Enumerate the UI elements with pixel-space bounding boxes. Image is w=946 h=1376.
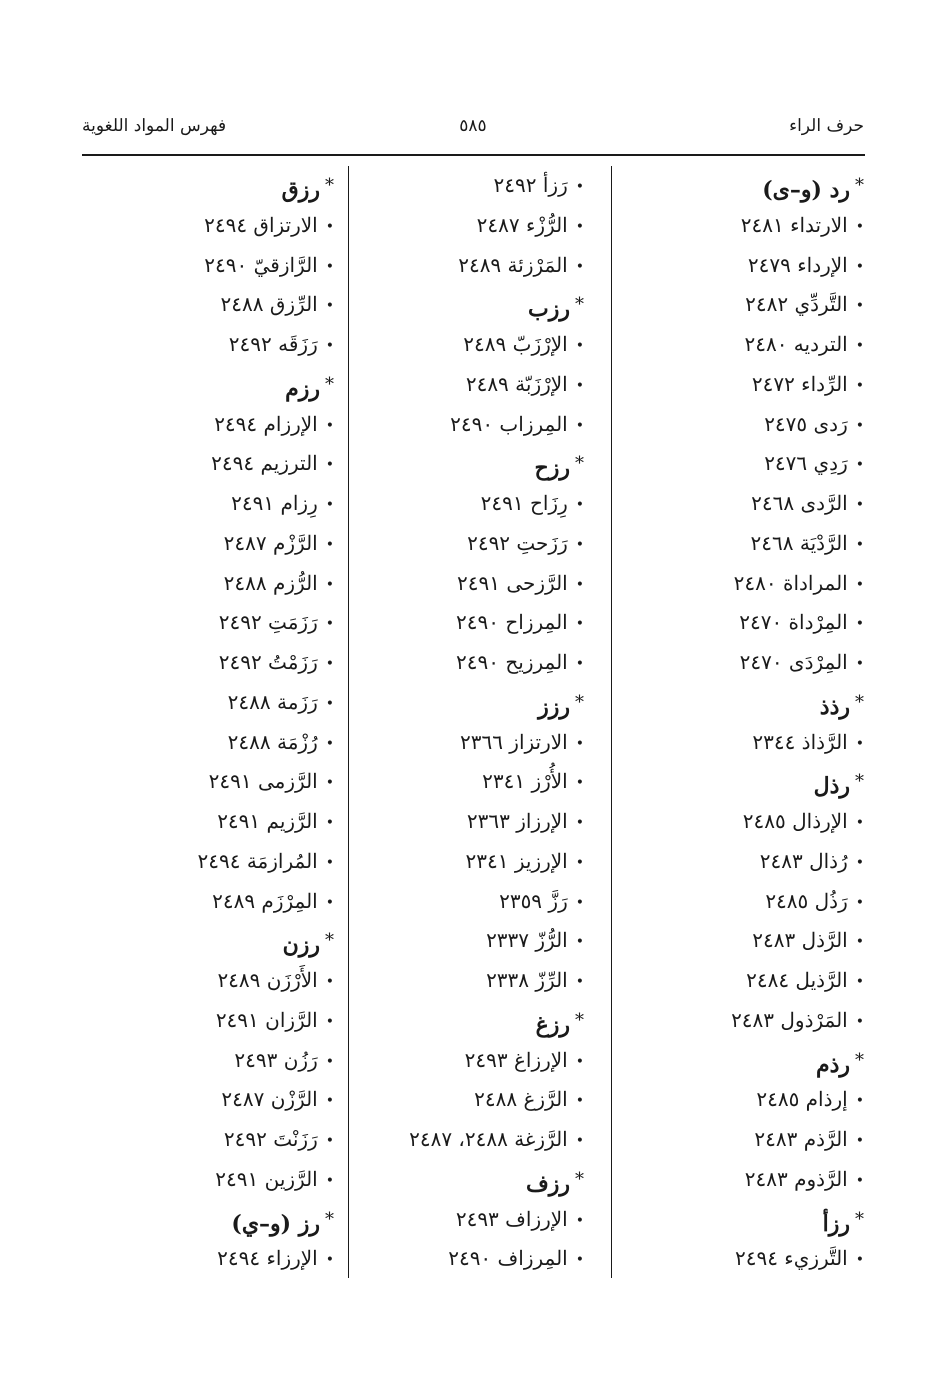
- index-column-right: [604, 166, 864, 1279]
- bullet-marker: •: [575, 735, 584, 752]
- header-rule: [82, 154, 865, 156]
- root-heading: [604, 1200, 864, 1240]
- root-text: رزق: [281, 177, 320, 203]
- bullet-marker: •: [855, 815, 864, 831]
- bullet-marker: •: [855, 338, 864, 354]
- index-entry: [604, 842, 864, 882]
- bullet-marker: •: [575, 616, 584, 633]
- entry-text: الرَّذوم ٢٤٨٣: [744, 1166, 848, 1191]
- bullet-marker: •: [575, 656, 584, 672]
- root-text: رز (و–ي): [231, 1210, 320, 1237]
- root-text: رزغ: [535, 1011, 570, 1038]
- entry-text: رُذال ٢٤٨٣: [759, 848, 848, 873]
- entry-text: الإرزاف ٢٤٩٣: [455, 1206, 568, 1231]
- index-entry: [604, 802, 864, 842]
- bullet-marker: •: [855, 1172, 864, 1189]
- bullet-marker: •: [325, 854, 334, 871]
- bullet-marker: •: [855, 974, 864, 990]
- root-text: رذذ: [819, 693, 850, 720]
- bullet-marker: •: [325, 576, 334, 593]
- entry-text: الرَّازقيّ ٢٤٩٠: [204, 252, 318, 277]
- bullet-marker: •: [855, 457, 864, 474]
- index-entry: [64, 643, 334, 683]
- root-heading: [64, 166, 334, 206]
- root-heading: [604, 1041, 864, 1081]
- index-entry: [64, 246, 334, 286]
- root-text: رذل: [813, 773, 850, 800]
- entry-text: الارتزاق ٢٤٩٤: [204, 212, 318, 237]
- asterisk-marker: *: [325, 373, 334, 395]
- index-entry: [64, 1160, 334, 1200]
- bullet-marker: •: [325, 1053, 334, 1070]
- index-entry: [64, 802, 334, 842]
- asterisk-marker: *: [575, 294, 584, 316]
- entry-text: رَزَقَه ٢٤٩٢: [228, 332, 318, 356]
- root-text: رد (و–ى): [762, 177, 850, 203]
- index-entry: [64, 683, 334, 723]
- index-entry: [324, 484, 584, 524]
- root-heading: [324, 285, 584, 325]
- bullet-marker: •: [855, 1252, 864, 1269]
- entry-text: الأُرْز ٢٣٤١: [482, 769, 568, 794]
- entry-text: التَّرزيء ٢٤٩٤: [734, 1246, 848, 1271]
- index-entry: [64, 564, 334, 604]
- index-entry: [64, 1041, 334, 1081]
- entry-text: المِرْداة ٢٤٧٠: [739, 610, 848, 635]
- bullet-marker: •: [575, 258, 584, 275]
- entry-text: الإرزاغ ٢٤٩٣: [464, 1047, 568, 1072]
- root-text: رزن: [282, 932, 320, 959]
- root-text: رزز: [538, 693, 570, 720]
- bullet-marker: •: [855, 377, 864, 394]
- root-text: رزم: [285, 375, 320, 402]
- entry-text: الرَّزين ٢٤٩١: [215, 1166, 318, 1191]
- bullet-marker: •: [855, 218, 864, 235]
- entry-text: الرَّذيل ٢٤٨٤: [746, 968, 848, 992]
- index-entry: [604, 1001, 864, 1041]
- bullet-marker: •: [325, 417, 334, 434]
- bullet-marker: •: [575, 377, 584, 394]
- entry-text: الرِّزّ ٢٣٣٨: [486, 968, 568, 992]
- bullet-marker: •: [575, 1252, 584, 1269]
- index-entry: [604, 961, 864, 1001]
- index-entry: [604, 1080, 864, 1120]
- root-text: رزب: [528, 296, 570, 323]
- entry-text: الرَّزيم ٢٤٩١: [217, 809, 318, 833]
- bullet-marker: •: [575, 934, 584, 951]
- entry-text: التَّردِّي ٢٤٨٢: [745, 292, 848, 317]
- entry-text: رَدى ٢٤٧٥: [764, 411, 848, 436]
- bullet-marker: •: [855, 1013, 864, 1030]
- bullet-marker: •: [575, 815, 584, 831]
- bullet-marker: •: [575, 536, 584, 553]
- entry-text: رَزَمْتُ ٢٤٩٢: [218, 650, 318, 674]
- index-entry: [324, 723, 584, 763]
- index-entry: [604, 524, 864, 564]
- bullet-marker: •: [575, 1093, 584, 1110]
- entry-text: الإرزام ٢٤٩٤: [214, 411, 318, 436]
- index-entry: [604, 444, 864, 484]
- entry-text: رَزَحتِ ٢٤٩٢: [467, 530, 568, 555]
- bullet-marker: •: [325, 735, 334, 752]
- bullet-marker: •: [575, 974, 584, 990]
- index-entry: [324, 603, 584, 643]
- asterisk-marker: *: [575, 453, 584, 475]
- entry-text: رِزَاح ٢٤٩١: [480, 491, 568, 515]
- bullet-marker: •: [575, 417, 584, 434]
- index-entry: [604, 246, 864, 286]
- entry-text: الرِّداء ٢٤٧٢: [751, 371, 848, 396]
- entry-text: رُزْمَة ٢٤٨٨: [227, 729, 318, 754]
- root-heading: [604, 166, 864, 206]
- root-heading: [604, 683, 864, 723]
- bullet-marker: •: [855, 934, 864, 951]
- entry-text: الإرْزَبّة ٢٤٨٩: [465, 371, 568, 396]
- index-entry: [324, 365, 584, 405]
- index-entry: [64, 206, 334, 246]
- bullet-marker: •: [325, 1093, 334, 1110]
- bullet-marker: •: [855, 1133, 864, 1149]
- root-heading: [64, 1200, 334, 1240]
- index-entry: [604, 1160, 864, 1200]
- index-entry: [324, 921, 584, 961]
- entry-text: رَزَمَتِ ٢٤٩٢: [218, 610, 318, 635]
- index-entry: [64, 603, 334, 643]
- bullet-marker: •: [855, 656, 864, 672]
- index-entry: [324, 882, 584, 922]
- root-text: رزأ: [822, 1210, 850, 1237]
- bullet-marker: •: [325, 616, 334, 633]
- asterisk-marker: *: [855, 1049, 864, 1071]
- index-entry: [324, 1120, 584, 1160]
- entry-text: الإرذال ٢٤٨٥: [742, 809, 848, 833]
- entry-text: المُرازمَة ٢٤٩٤: [197, 848, 318, 873]
- index-entry: [604, 882, 864, 922]
- index-entry: [324, 1200, 584, 1240]
- index-entry: [604, 603, 864, 643]
- index-entry: [604, 484, 864, 524]
- entry-text: الارتداء ٢٤٨١: [740, 212, 848, 237]
- asterisk-marker: *: [855, 771, 864, 793]
- index-entry: [604, 1239, 864, 1279]
- index-entry: [324, 842, 584, 882]
- entry-text: رِزام ٢٤٩١: [231, 491, 318, 515]
- bullet-marker: •: [325, 298, 334, 315]
- index-entry: [64, 484, 334, 524]
- index-entry: [604, 564, 864, 604]
- bullet-marker: •: [325, 497, 334, 513]
- entry-text: المِرزيح ٢٤٩٠: [456, 650, 568, 674]
- bullet-marker: •: [855, 258, 864, 275]
- entry-text: المِرزاف ٢٤٩٠: [448, 1246, 568, 1271]
- index-entry: [604, 285, 864, 325]
- bullet-marker: •: [325, 218, 334, 235]
- root-text: رزح: [534, 455, 570, 482]
- index-entry: [324, 643, 584, 683]
- index-entry: [64, 1239, 334, 1279]
- bullet-marker: •: [575, 179, 584, 195]
- bullet-marker: •: [855, 576, 864, 593]
- asterisk-marker: *: [575, 1168, 584, 1190]
- index-column-middle: [324, 166, 584, 1279]
- asterisk-marker: *: [855, 1208, 864, 1230]
- entry-text: الرَّذل ٢٤٨٣: [752, 928, 848, 953]
- root-heading: [64, 921, 334, 961]
- index-entry: [604, 1120, 864, 1160]
- bullet-marker: •: [325, 1013, 334, 1030]
- asterisk-marker: *: [325, 1208, 334, 1230]
- entry-text: رَدِي ٢٤٧٦: [764, 451, 848, 476]
- bullet-marker: •: [325, 258, 334, 275]
- entry-text: المِرزاب ٢٤٩٠: [450, 411, 568, 436]
- bullet-marker: •: [325, 815, 334, 831]
- bullet-marker: •: [855, 298, 864, 315]
- index-entry: [64, 524, 334, 564]
- index-entry: [64, 1120, 334, 1160]
- index-entry: [324, 524, 584, 564]
- bullet-marker: •: [325, 695, 334, 712]
- entry-text: المِرْزَم ٢٤٨٩: [212, 888, 318, 913]
- bullet-marker: •: [855, 417, 864, 434]
- entry-text: رَزَمة ٢٤٨٨: [227, 689, 318, 714]
- chapter-title: حرف الراء: [789, 116, 864, 136]
- root-heading: [324, 1001, 584, 1041]
- bullet-marker: •: [325, 457, 334, 474]
- entry-text: الإرزاز ٢٣٦٣: [466, 809, 568, 833]
- index-entry: [604, 723, 864, 763]
- bullet-marker: •: [855, 497, 864, 513]
- entry-text: الرُّزْء ٢٤٨٧: [476, 212, 568, 237]
- entry-text: الرَّزحى ٢٤٩١: [457, 570, 568, 595]
- root-text: رزف: [525, 1170, 570, 1197]
- bullet-marker: •: [575, 1212, 584, 1229]
- index-entry: [324, 206, 584, 246]
- bullet-marker: •: [575, 894, 584, 911]
- entry-text: الرَّزمى ٢٤٩١: [208, 769, 318, 794]
- index-entry: [64, 1080, 334, 1120]
- bullet-marker: •: [325, 894, 334, 911]
- entry-text: الإرداء ٢٤٧٩: [747, 252, 848, 277]
- index-entry: [604, 206, 864, 246]
- entry-text: الرَّذاذ ٢٣٤٤: [752, 729, 848, 754]
- asterisk-marker: *: [855, 175, 864, 196]
- root-heading: [324, 683, 584, 723]
- index-entry: [64, 285, 334, 325]
- index-entry: [64, 961, 334, 1001]
- bullet-marker: •: [855, 536, 864, 553]
- entry-text: الرَّزْم ٢٤٨٧: [223, 530, 318, 555]
- entry-text: الأَرْزَن ٢٤٨٩: [217, 968, 318, 992]
- entry-text: الإرزيز ٢٣٤١: [465, 848, 568, 873]
- index-entry: [604, 921, 864, 961]
- index-entry: [604, 405, 864, 445]
- bullet-marker: •: [575, 576, 584, 593]
- index-entry: [324, 1080, 584, 1120]
- bullet-marker: •: [325, 1252, 334, 1269]
- entry-text: المِرْدَى ٢٤٧٠: [739, 650, 848, 674]
- entry-text: المراداة ٢٤٨٠: [733, 570, 848, 595]
- bullet-marker: •: [575, 497, 584, 513]
- asterisk-marker: *: [855, 691, 864, 713]
- bullet-marker: •: [855, 1093, 864, 1110]
- bullet-marker: •: [575, 1133, 584, 1149]
- asterisk-marker: *: [575, 1009, 584, 1031]
- bullet-marker: •: [575, 1053, 584, 1070]
- index-entry: [64, 1001, 334, 1041]
- entry-text: الرُّزم ٢٤٨٨: [223, 570, 318, 595]
- entry-text: الرَّدْيَة ٢٤٦٨: [750, 530, 848, 555]
- entry-text: الرَّزغة ٢٤٨٨، ٢٤٨٧: [409, 1127, 568, 1151]
- bullet-marker: •: [325, 338, 334, 354]
- entry-text: المَرْزئة ٢٤٨٩: [458, 252, 568, 277]
- index-entry: [324, 961, 584, 1001]
- asterisk-marker: *: [325, 175, 334, 196]
- running-header: [82, 108, 864, 156]
- entry-text: الرُّزّ ٢٣٣٧: [486, 928, 568, 953]
- bullet-marker: •: [325, 974, 334, 990]
- bullet-marker: •: [855, 854, 864, 871]
- entry-text: رَزُن ٢٤٩٣: [234, 1047, 318, 1072]
- bullet-marker: •: [325, 536, 334, 553]
- index-entry: [604, 643, 864, 683]
- index-entry: [324, 325, 584, 365]
- bullet-marker: •: [575, 218, 584, 235]
- index-entry: [64, 762, 334, 802]
- root-heading: [324, 444, 584, 484]
- entry-text: الإرزاء ٢٤٩٤: [217, 1246, 318, 1271]
- index-entry: [64, 405, 334, 445]
- entry-text: رَزَنْتَ ٢٤٩٢: [223, 1127, 318, 1151]
- index-column-left: [64, 166, 334, 1279]
- root-heading: [64, 365, 334, 405]
- entry-text: الرَّدى ٢٤٦٨: [751, 491, 848, 515]
- entry-text: رَذُل ٢٤٨٥: [765, 888, 848, 913]
- bullet-marker: •: [855, 616, 864, 633]
- index-entry: [324, 405, 584, 445]
- bullet-marker: •: [575, 338, 584, 354]
- bullet-marker: •: [575, 854, 584, 871]
- bullet-marker: •: [325, 1133, 334, 1149]
- bullet-marker: •: [855, 735, 864, 752]
- entry-text: الترزيم ٢٤٩٤: [211, 451, 318, 476]
- root-heading: [604, 762, 864, 802]
- root-text: رذم: [815, 1051, 850, 1078]
- bullet-marker: •: [325, 775, 334, 792]
- asterisk-marker: *: [325, 930, 334, 952]
- entry-text: رَزَّ ٢٣٥٩: [499, 888, 568, 913]
- page-number: ٥٨٥: [459, 116, 487, 136]
- index-entry: [604, 365, 864, 405]
- entry-text: الترديه ٢٤٨٠: [744, 332, 848, 356]
- index-entry: [64, 325, 334, 365]
- index-entry: [64, 842, 334, 882]
- entry-text: الإرْزَبّ ٢٤٨٩: [463, 332, 568, 356]
- entry-text: الرِّزق ٢٤٨٨: [220, 292, 318, 317]
- index-entry: [324, 1041, 584, 1081]
- entry-text: المِرزاح ٢٤٩٠: [456, 610, 568, 635]
- index-entry: [324, 762, 584, 802]
- index-entry: [324, 1239, 584, 1279]
- bullet-marker: •: [325, 1172, 334, 1189]
- bullet-marker: •: [575, 775, 584, 792]
- index-title: فهرس المواد اللغوية: [82, 116, 227, 136]
- entry-text: الارتزاز ٢٣٦٦: [459, 729, 568, 754]
- index-entry: [324, 564, 584, 604]
- index-entry: [324, 802, 584, 842]
- entry-text: رَزأ ٢٤٩٢: [493, 173, 568, 197]
- index-entry: [64, 723, 334, 763]
- bullet-marker: •: [855, 894, 864, 911]
- index-entry: [64, 444, 334, 484]
- index-entry: [604, 325, 864, 365]
- index-entry: [64, 882, 334, 922]
- index-entry: [324, 246, 584, 286]
- entry-text: الرَّزان ٢٤٩١: [215, 1007, 318, 1032]
- entry-text: إرذام ٢٤٨٥: [756, 1087, 848, 1112]
- asterisk-marker: *: [575, 691, 584, 713]
- root-heading: [324, 1160, 584, 1200]
- bullet-marker: •: [325, 656, 334, 672]
- entry-text: الرَّزغ ٢٤٨٨: [474, 1087, 568, 1112]
- index-entry: [324, 166, 584, 206]
- entry-text: الرَّذم ٢٤٨٣: [754, 1127, 848, 1151]
- entry-text: الرَّزْن ٢٤٨٧: [221, 1087, 318, 1112]
- entry-text: المَرْذول ٢٤٨٣: [731, 1007, 848, 1032]
